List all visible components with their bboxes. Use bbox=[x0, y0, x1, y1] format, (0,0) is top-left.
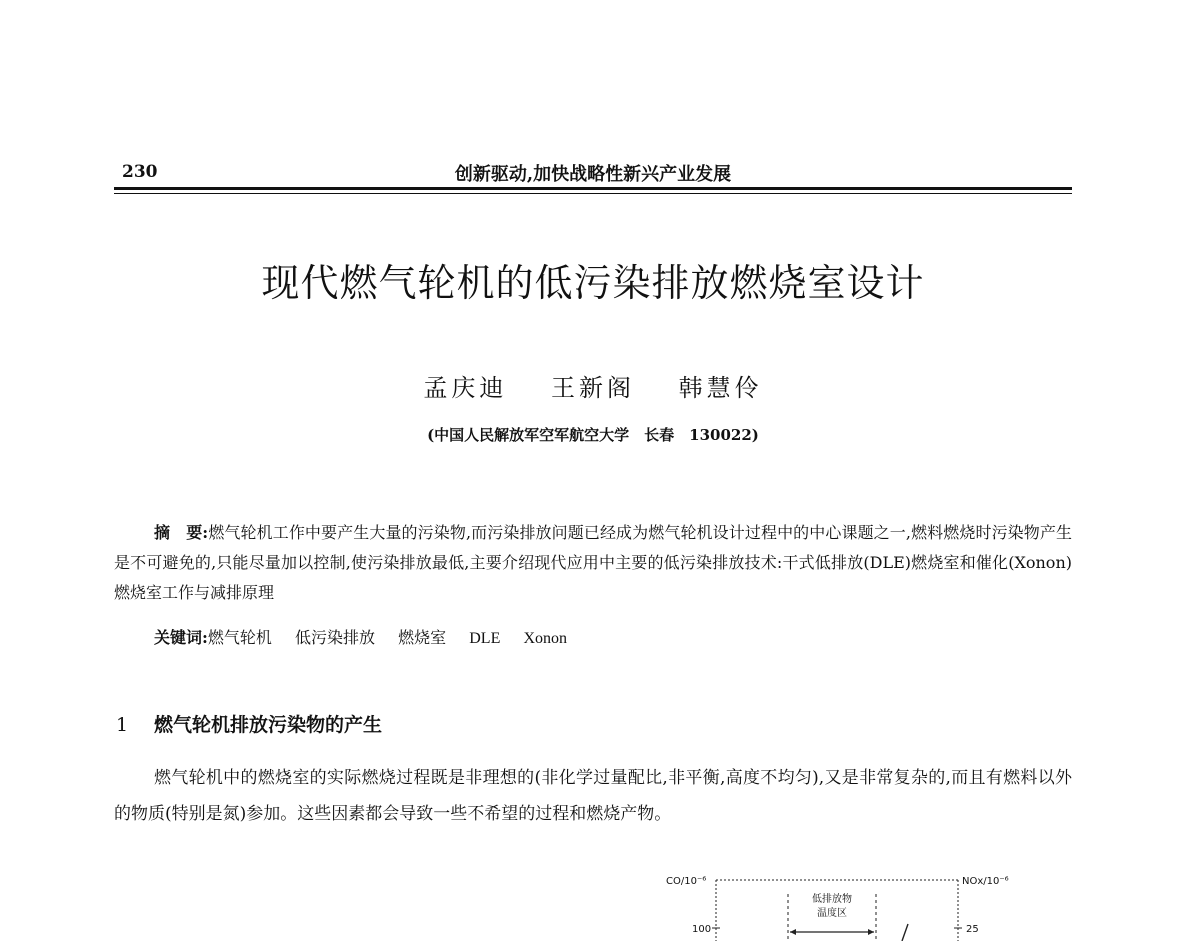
header-rule-thick bbox=[114, 187, 1072, 190]
right-tick-label: 25 bbox=[966, 924, 979, 935]
keyword: 燃气轮机 bbox=[207, 628, 272, 647]
zone-label-line2: 温度区 bbox=[817, 908, 847, 919]
author: 王新阁 bbox=[551, 374, 635, 402]
zone-arrow-head-right bbox=[868, 929, 874, 935]
section-body: 燃气轮机中的燃烧室的实际燃烧过程既是非理想的(非化学过量配比,非平衡,高度不均匀),又是非常复杂的,而且有燃料以外的物质(特别是氮)参加。这些因素都会导致一些不希望的过程和燃烧产物。 bbox=[114, 768, 1072, 824]
author: 孟庆迪 bbox=[423, 374, 508, 402]
left-tick-label: 100 bbox=[692, 924, 712, 935]
running-header bbox=[114, 158, 1072, 188]
page-number: 230 bbox=[122, 162, 158, 182]
section-number: 1 bbox=[116, 714, 129, 736]
keywords bbox=[154, 625, 585, 648]
keyword: 燃烧室 bbox=[398, 628, 447, 647]
zone-label-line1: 低排放物 bbox=[812, 894, 852, 905]
keyword: DLE bbox=[469, 630, 501, 647]
book-title: 创新驱动,加快战略性新兴产业发展 bbox=[454, 164, 732, 185]
author-list bbox=[114, 368, 1072, 403]
figure-emissions-diagram bbox=[640, 868, 1060, 941]
nox-curve bbox=[902, 924, 908, 941]
right-axis-label: NOx/10⁻⁶ bbox=[962, 876, 1009, 887]
abstract bbox=[114, 518, 1072, 608]
section-heading bbox=[116, 710, 382, 737]
keyword: 低污染排放 bbox=[295, 628, 376, 647]
zone-arrow-head-left bbox=[790, 929, 796, 935]
keyword: Xonon bbox=[523, 630, 568, 647]
author: 韩慧伶 bbox=[678, 374, 763, 402]
keywords-label: 关键词: bbox=[154, 628, 208, 647]
abstract-label: 摘 要: bbox=[154, 523, 209, 542]
header-rule-thin bbox=[114, 193, 1072, 194]
left-axis-label: CO/10⁻⁶ bbox=[666, 876, 707, 887]
figure-canvas bbox=[640, 868, 1060, 941]
section-title: 燃气轮机排放污染物的产生 bbox=[154, 714, 383, 736]
abstract-text: 燃气轮机工作中要产生大量的污染物,而污染排放问题已经成为燃气轮机设计过程中的中心课题之一,燃料燃烧时污染物产生是不可避免的,只能尽量加以控制,使污染排放最低,主要介绍现代应用中主要的低污染排放技术:干式低排放(DLE)燃烧室和催化(Xonon)燃烧室工作与减排原理 bbox=[114, 523, 1072, 602]
affiliation: (中国人民解放军空军航空大学 长春 130022) bbox=[427, 426, 759, 444]
paper-title: 现代燃气轮机的低污染排放燃烧室设计 bbox=[261, 261, 925, 305]
